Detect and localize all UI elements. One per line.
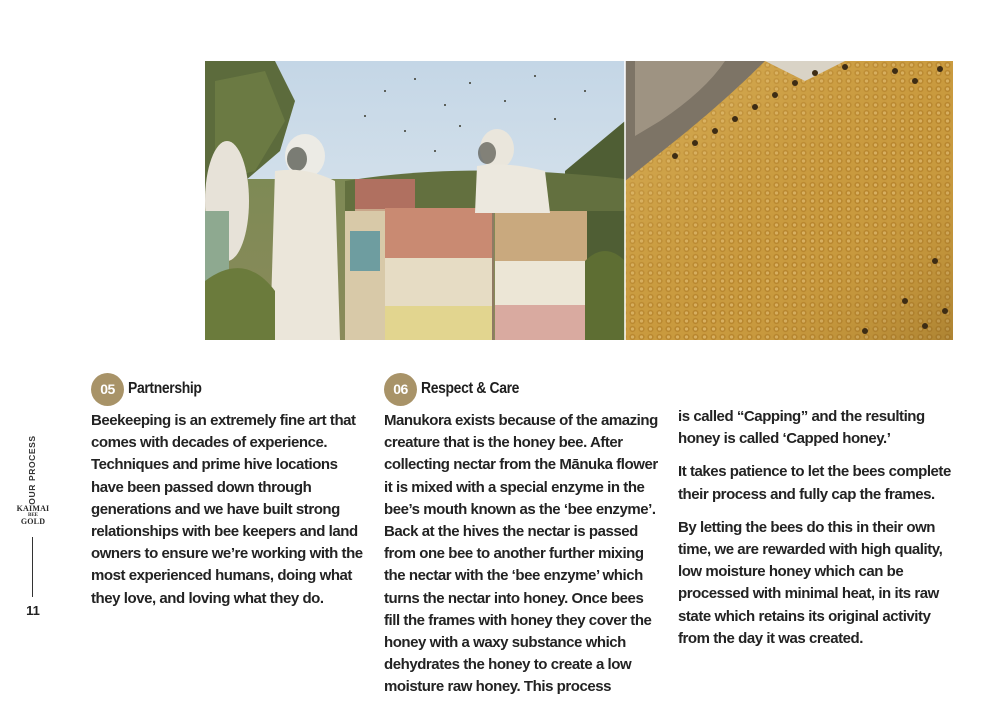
body-paragraph: is called “Capping” and the resulting honey is called ‘Capped honey.’	[678, 408, 925, 448]
body-paragraph: Beekeeping is an extremely fine art that comes with decades of experience. Techniques and prime hive locations have been passed down through generations and we have built strong relationships with bee keepers and land owners to ensure we’re working with the most experienced humans, doing what they love, and loving what they do.	[91, 412, 363, 607]
honeycomb-photo	[625, 61, 953, 340]
side-divider	[32, 537, 33, 597]
continuation-text-column	[678, 406, 958, 661]
section-title: Respect & Care	[421, 380, 520, 397]
respect-care-text-column	[384, 410, 662, 710]
kaimai-gold-logo: KAIMAI BEE GOLD	[16, 504, 50, 526]
body-paragraph: Manukora exists because of the amazing creature that is the honey bee. After collecting nectar from the Mānuka flower it is mixed with a special enzyme in the bee’s mouth known as the ‘bee enzyme’. Back at the hives the nectar is passed from one bee to another further mixing the nectar with the ‘bee enzyme’ which turns the nectar into honey. Once bees fill the frames with honey they cover the honey with a waxy substance which dehydrates the honey to create a low moisture raw honey. This process	[384, 412, 658, 696]
page-number: 11	[26, 603, 40, 618]
body-paragraph: It takes patience to let the bees complete their process and fully cap the frames.	[678, 463, 951, 503]
section-heading-partnership	[91, 372, 210, 406]
side-section-label: OUR PROCESS	[27, 435, 37, 505]
hero-photo	[205, 61, 953, 340]
section-number-badge: 06	[384, 373, 417, 406]
section-title: Partnership	[128, 380, 202, 397]
partnership-text-column	[91, 410, 369, 621]
beekeepers-photo	[205, 61, 625, 340]
section-heading-respect-care	[384, 372, 530, 406]
body-paragraph: By letting the bees do this in their own time, we are rewarded with high quality, low moisture honey which can be processed with minimal heat, in its raw state which retains its original activity from the day it was created.	[678, 518, 943, 647]
section-number-badge: 05	[91, 373, 124, 406]
